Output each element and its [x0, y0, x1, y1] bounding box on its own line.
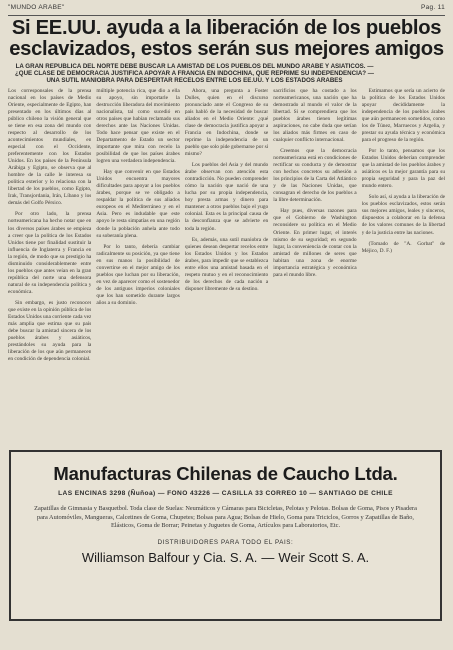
article-paragraph: Es, además, una sutil maniobra de quienes desean despertar recelos entre los Estados Unidos y los Estados árabes, para impedir que se establezca entre ellos una amistad basada en el respeto mutuo y en el reconocimiento de los derechos de cada nación a disponer libremente de su destino. — [184, 236, 269, 292]
article-columns — [8, 88, 445, 458]
article-paragraph: Por lo tanto, pensamos que los Estados Unidos deberían comprender que la amistad de los pueblos árabes y asiáticos es la mejor garantía para su propia seguridad y para la paz del mundo entero. — [361, 147, 445, 190]
article-paragraph: Hay pues, diversas razones para que el Gobierno de Washington reconsidere su política en el Medio Oriente. En primer lugar, el interés mismo de su seguridad; en segundo lugar, la conveniencia de contar con la amistad de millones de seres que habitan una zona de enorme importancia estratégica y económica para el mundo libre. — [273, 208, 357, 278]
advertisement-box — [9, 450, 442, 621]
page-number: Pag. 11 — [420, 4, 445, 11]
article — [8, 18, 445, 458]
article-column-5 — [362, 88, 445, 458]
running-header — [8, 4, 445, 14]
article-paragraph: Sin embargo, es justo reconocer que existe en la opinión pública de los Estados Unidos una corriente cada vez más amplia que estima que su país debe buscar la amistad sincera de los pueblos árabes y asiáticos, prestándoles su ayuda para la liberación de los que aún permanecen en condición de dependencia colonial. — [8, 299, 92, 363]
article-paragraph: Ahora, una pregunta a Foster Dulles, quien en el discurso pronunciado ante el Congreso de su país habló de la necesidad de buscar aliados en el Medio Oriente: ¿qué clase de democracia justifica apoyar a Francia en Indochina, donde se reprime la independencia de un pueblo que solo pide gobernarse por sí mismo? — [184, 87, 269, 158]
distributors-label: DISTRIBUIDORES PARA TODO EL PAIS: — [157, 538, 294, 546]
article-paragraph: múltiple potencia rica, que dio a ella su apoyo, sin importarle la destrucción liberadora del movimiento nacionalista, tal como sucedió en otros países que habían reclamado sus derechos ante las Naciones Unidas. Todo hace pensar que existe en el Departamento de Estado un sector importante que mira con recelo la posibilidad de que los países árabes logren una verdadera independencia. — [96, 87, 180, 165]
article-subhead: LA GRAN REPUBLICA DEL NORTE DEBE BUSCAR LA AMISTAD DE LOS PUEBLOS DEL MUNDO ARABE Y ASIATICOS. — ¿QUE CLASE DE DEMOCRACIA JUSTIFICA APOYAR A FRANCIA EN INDOCHINA, QUE REPRIME SU INDEPENDENCIA? — UNA SUTIL MANIOBRA PARA DESPERTAR RECELOS ENTRE LOS EE.UU. Y LOS ESTADOS ARABES — [14, 63, 374, 85]
article-paragraph: Por lo tanto, debería cambiar radicalmente su posición, ya que tiene en sus manos la posibilidad de convertirse en el mejor amigo de los pueblos que luchan por su liberación, en vez de aparecer como el sostenedor de los antiguos imperios coloniales que los han sometido durante largos años a su dominio. — [96, 243, 180, 306]
distributor-name: Weir Scott S. A. — [278, 549, 370, 565]
publication-name: "MUNDO ARABE" — [8, 4, 65, 11]
advertisement-products: Zapatillas de Gimnasia y Basquetbol. Toda clase de Suelas: Neumáticos y Cámaras para Bicicletas, Pelotas y Pelotas. Bolsas de Goma, Pisos y Pisadera para Automóviles, Mangueras, Calcetines de Goma, Chupetes; Bolsas para Agua; Bolsas de Hielo, Goma para Triciclos, Gorros y Zapatillas de Baño, Elásticos, Goma de Borrar; Peinetas y Juguetes de Goma, Artículos para Laboratorios, Etc. — [34, 505, 417, 530]
article-paragraph: Los pueblos del Asia y del mundo árabe observan con atención esta contradicción. No pueden comprender cómo la nación que nació de una lucha por su propia independencia, hoy presta armas y dinero para mantener a otros pueblos bajo el yugo colonial. Esta es la principal causa de la desconfianza que se advierte en toda la región. — [184, 162, 269, 232]
advertisement-title: Manufacturas Chilenas de Caucho Ltda. — [53, 463, 398, 484]
article-paragraph: Creemos que la democracia norteamericana está en condiciones de rectificar su conducta y de demostrar con hechos concretos su adhesión a los principios de la Carta del Atlántico y de las Naciones Unidas, que consagran el derecho de los pueblos a la libre determinación. — [273, 147, 357, 204]
headline-line-2: esclavizados, estos serán sus mejores amigos — [9, 38, 444, 60]
advertisement-address: LAS ENCINAS 3298 (Ñuñoa) — FONO 43226 — CASILLA 33 CORREO 10 — SANTIAGO DE CHILE — [58, 490, 393, 497]
article-source-credit: (Tomado de "A. Gorbat" de Méjico, D. F.) — [361, 240, 445, 254]
distributor-separator: — — [261, 549, 275, 565]
article-column-1 — [8, 88, 91, 458]
distributor-name: Williamson Balfour y Cia. S. A. — [81, 549, 258, 565]
article-paragraph: sacrificios que ha costado a los norteamericanos, una nación que ha demostrado al mundo el valor de la libertad. Si se comprendiera que los pueblos árabes tienen legítimas aspiraciones, no cabe duda que serían los aliados más firmes en caso de cualquier conflicto internacional. — [273, 87, 357, 143]
article-paragraph: Los corresponsales de la prensa nacional en los países de Medio Oriente, especialmente de Egipto, han presentado en los últimos días al público chileno la visión general que se tiene en esa zona del mundo con respecto al desarrollo de los acontecimientos mundiales, en especial con el Occidente, preferentemente con los Estados Unidos. En los países de la Península Arábiga y Egipto, se observa que al hombre de la calle le interesa su política exterior y lo relaciona con la libertad de los pueblos, como Egipto, Irak, Transjordania, Irán, Líbano y los demás del Golfo Pérsico. — [8, 87, 92, 207]
article-column-2 — [96, 88, 179, 458]
article-paragraph: Estimamos que sería un acierto de la política de los Estados Unidos apoyar decididamente la independencia de los pueblos árabes que aún permanecen sometidos, como los de Túnez, Marruecos y Argelia, y prestar su ayuda técnica y económica para el progreso de la región. — [361, 87, 445, 143]
headline-line-1: Si EE.UU. ayuda a la liberación de los pueblos — [11, 17, 442, 39]
article-column-3 — [185, 88, 268, 458]
article-column-4 — [273, 88, 356, 458]
article-paragraph: Solo así, si ayuda a la liberación de los pueblos esclavizados, estos serán sus mejores amigos, leales y sinceros, dispuestos a colaborar en la defensa de los valores comunes de la libertad y de la justicia entre las naciones. — [361, 194, 445, 236]
distributors-list — [21, 550, 430, 565]
article-paragraph: Por otro lado, la prensa norteamericana ha hecho notar que en los diversos países árabes se empieza a creer que la política de los Estados Unidos tiene por finalidad sustituir la influencia de Inglaterra y Francia en la región, de modo que su prestigio ha disminuido considerablemente entre los pueblos que antes veían en la gran república del norte una defensora natural de su independencia política y económica. — [8, 211, 92, 295]
article-paragraph: Hay que convenir en que Estados Unidos encuentra mayores dificultades para apoyar a los pueblos árabes, porque se ve obligado a respaldar la política de sus aliados europeos en el Mediterráneo y en el Asia. Pero es indudable que este apoyo le resta simpatías en una región donde la población anhela ante todo su soberanía plena. — [96, 169, 180, 239]
header-rule — [8, 15, 445, 16]
